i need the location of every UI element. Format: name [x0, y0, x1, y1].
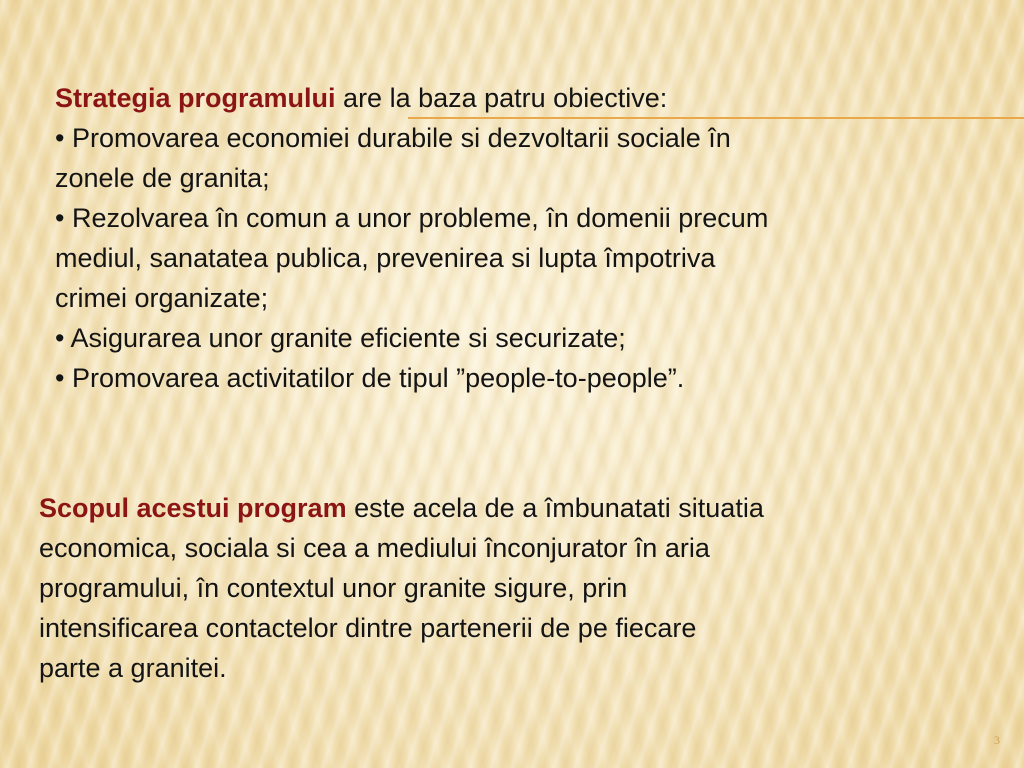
purpose-paragraph — [39, 488, 979, 688]
purpose-intro-line — [39, 488, 979, 528]
objective-1-line-1: • Promovarea economiei durabile si dezvoltarii sociale în — [55, 123, 731, 153]
purpose-line-4: intensificarea contactelor dintre partenerii de pe fiecare — [39, 613, 697, 643]
strategy-intro-text: are la baza patru obiective: — [335, 83, 668, 113]
strategy-intro-line — [55, 78, 975, 118]
objective-2-line-3: crimei organizate; — [55, 283, 269, 313]
strategy-highlight: Strategia programului — [55, 83, 336, 113]
purpose-line-3: programului, în contextul unor granite sigure, prin — [39, 573, 628, 603]
purpose-line-5: parte a granitei. — [39, 653, 227, 683]
strategy-paragraph — [55, 78, 975, 398]
page-number: 3 — [994, 733, 1000, 747]
purpose-line-2: economica, sociala si cea a mediului înconjurator în aria — [39, 533, 710, 563]
objective-1-line-2: zonele de granita; — [55, 163, 270, 193]
objective-3-line: • Asigurarea unor granite eficiente si securizate; — [55, 323, 626, 353]
objective-2-line-1: • Rezolvarea în comun a unor probleme, în domenii precum — [55, 203, 769, 233]
purpose-highlight: Scopul acestui program — [39, 493, 347, 523]
objective-2-line-2: mediul, sanatatea publica, prevenirea si lupta împotriva — [55, 243, 716, 273]
objective-4-line: • Promovarea activitatilor de tipul ”people-to-people”. — [55, 363, 685, 393]
purpose-intro-text: este acela de a îmbunatati situatia — [346, 493, 764, 523]
